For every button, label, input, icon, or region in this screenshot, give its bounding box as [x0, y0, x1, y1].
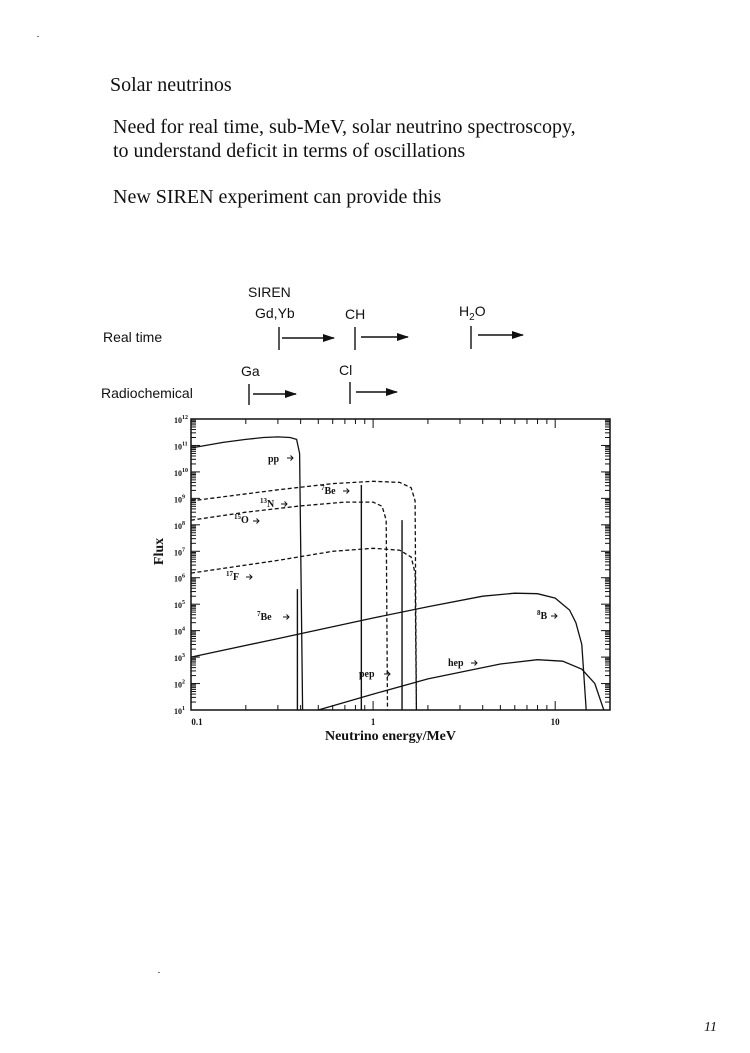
- h2o-h: H: [459, 303, 470, 319]
- y-axis-label: Flux: [152, 537, 167, 566]
- detector-ch-label: CH: [345, 306, 366, 322]
- x-tick-label: 0.1: [191, 717, 203, 727]
- body-line-1: Need for real time, sub-MeV, solar neutrino spectroscopy,: [113, 116, 576, 138]
- x-axis-label: Neutrino energy/MeV: [324, 729, 457, 744]
- 7Be-high-arrow: [343, 489, 349, 494]
- y-tick-label: $10^4$: [174, 626, 185, 637]
- x-tick-label: 10: [550, 717, 560, 727]
- 17F-label: $^{17}$F: [226, 570, 240, 583]
- y-tick-label: $10^1$: [174, 706, 185, 716]
- 17F-arrow: [246, 575, 252, 580]
- scan-speck: [37, 36, 39, 37]
- body-line-2: to understand deficit in terms of oscillations: [113, 140, 466, 162]
- real-time-label: Real time: [103, 329, 163, 345]
- hep-label: hep: [448, 658, 464, 669]
- y-tick-label: $10^{10}$: [174, 467, 188, 478]
- series-pp: [191, 437, 303, 710]
- series-17F: [191, 548, 416, 710]
- 8B-arrow: [551, 614, 557, 619]
- pep-label: pep: [359, 669, 375, 680]
- detector-siren-label: SIREN: [248, 284, 291, 300]
- page-number: 11: [704, 1020, 717, 1035]
- x-tick-label: 1: [370, 717, 376, 727]
- y-tick-label: $10^{11}$: [174, 441, 188, 452]
- detector-gdyb-label: Gd,Yb: [255, 305, 295, 321]
- pp-label: pp: [268, 454, 280, 465]
- y-tick-label: $10^5$: [174, 600, 185, 611]
- 13N-label: $^{13}$N: [260, 497, 275, 510]
- detector-cl-label: Cl: [339, 362, 353, 378]
- 7Be-low-label: $^7$Be: [257, 610, 272, 623]
- y-tick-label: $10^6$: [174, 573, 185, 584]
- y-tick-label: $10^8$: [174, 520, 185, 531]
- scan-speck: [158, 972, 160, 973]
- y-tick-label: $10^7$: [174, 547, 185, 558]
- h2o-subscript: 2: [469, 311, 475, 323]
- 15O-label: $^{15}$O: [234, 513, 249, 526]
- 15O-arrow: [253, 519, 259, 524]
- y-tick-label: $10^{12}$: [174, 415, 188, 425]
- 7Be-low-arrow: [283, 615, 289, 620]
- y-tick-label: $10^3$: [174, 653, 185, 664]
- y-tick-label: $10^9$: [174, 494, 185, 505]
- h2o-o: O: [474, 303, 486, 319]
- 7Be-high-label: $^7$Be: [321, 484, 336, 497]
- slide-title: Solar neutrinos: [110, 74, 232, 96]
- 13N-arrow: [281, 502, 287, 507]
- hep-arrow: [471, 661, 477, 666]
- pp-arrow: [287, 456, 293, 461]
- detector-ga-label: Ga: [241, 363, 260, 379]
- plot-frame: [191, 419, 610, 710]
- 8B-label: $^8$B: [537, 609, 548, 622]
- series-8B: [191, 593, 586, 710]
- y-tick-label: $10^2$: [174, 679, 185, 690]
- radiochemical-label: Radiochemical: [101, 385, 193, 401]
- body-line-3: New SIREN experiment can provide this: [113, 186, 442, 208]
